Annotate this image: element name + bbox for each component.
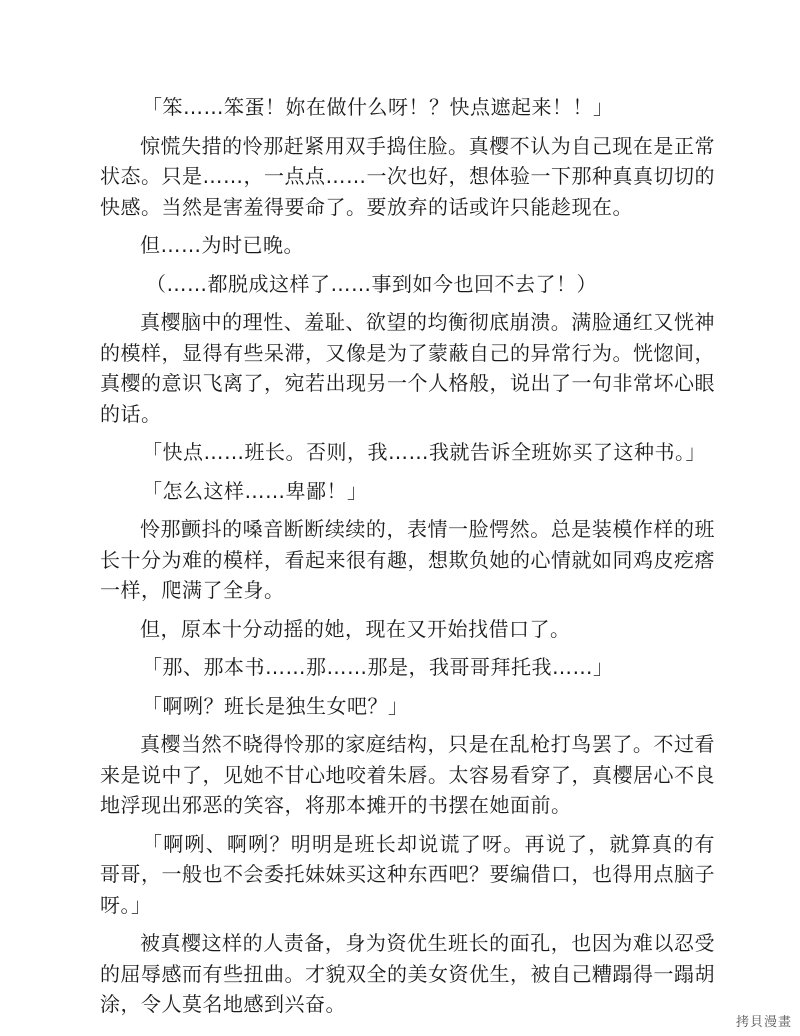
body-text — [100, 92, 715, 1028]
paragraph-narration: 但，原本十分动摇的她，现在又开始找借口了。 — [140, 616, 571, 641]
paragraph-dialogue: 「啊咧、啊咧？明明是班长却说谎了呀。再说了，就算真的有哥哥，一般也不会委托妹妹买这种东西吧？要编借口，也得用点脑子呀。」 — [100, 831, 715, 917]
paragraph-dialogue: 「啊咧？班长是独生女吧？」 — [142, 693, 409, 718]
paragraph-narration: 惊慌失措的怜那赶紧用双手捣住脸。真樱不认为自己现在是正常状态。只是……，一点点……一次也好，想体验一下那种真真切切的快感。当然是害羞得要命了。要放弃的话或许只能趁现在。 — [100, 133, 715, 219]
paragraph-thought: （……都脱成这样了……事到如今也回不去了！） — [146, 271, 597, 296]
paragraph-dialogue: 「快点……班长。否则，我……我就告诉全班妳买了这种书。」 — [142, 440, 706, 464]
watermark: 拷貝漫畫 — [735, 1015, 792, 1030]
paragraph-narration: 真樱脑中的理性、羞耻、欲望的均衡彻底崩溃。满脸通红又恍神的模样，显得有些呆滞，又像是为了蒙蔽自己的异常行为。恍惚间，真樱的意识飞离了，宛若出现另一个人格般，说出了一句非常坏心眼的话。 — [100, 310, 715, 426]
paragraph-dialogue: 「笨……笨蛋！妳在做什么呀！？快点遮起来！！」 — [142, 95, 614, 119]
paragraph-narration: 被真樱这样的人责备，身为资优生班长的面孔，也因为难以忍受的屈辱感而有些扭曲。才貌双全的美女资优生，被自己糟蹋得一蹋胡涂，令人莫名地感到兴奋。 — [100, 931, 715, 1016]
paragraph-narration: 但……为时已晚。 — [140, 233, 304, 257]
paragraph-narration: 真樱当然不晓得怜那的家庭结构，只是在乱枪打鸟罢了。不过看来是说中了，见她不甘心地咬着朱唇。太容易看穿了，真樱居心不良地浮现出邪恶的笑容，将那本摊开的书摆在她面前。 — [100, 732, 715, 817]
paragraph-dialogue: 「怎么这样……卑鄙！」 — [142, 478, 368, 503]
paragraph-dialogue: 「那、那本书……那……那是，我哥哥拜托我……」 — [142, 655, 614, 679]
paragraph-narration: 怜那颤抖的嗓音断断续续的，表情一脸愕然。总是装模作样的班长十分为难的模样，看起来很有趣，想欺负她的心情就如同鸡皮疙瘩一样，爬满了全身。 — [100, 517, 715, 602]
